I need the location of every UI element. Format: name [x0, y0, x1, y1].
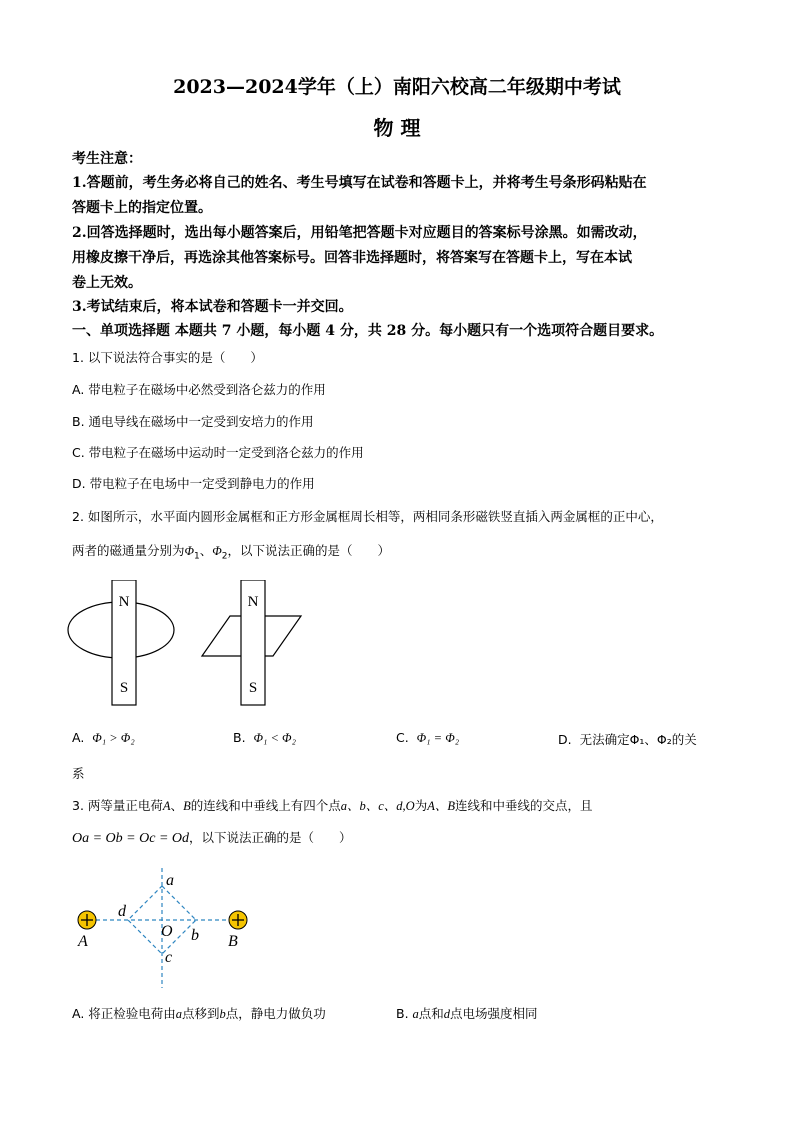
- subject-title: 物 理: [373, 116, 421, 140]
- q2-stem-line-1: 2. 如图所示，水平面内圆形金属框和正方形金属框周长相等，两相同条形磁铁竖直插入两金属框的正中心，: [72, 509, 663, 524]
- q2-option-a: A. Φ₁ > Φ₂: [72, 730, 135, 745]
- q3-option-a: A. 将正检验电荷由a点移到b点，静电力做负功: [72, 1006, 326, 1021]
- q3-stem-line-1: 3. 两等量正电荷A、B的连线和中垂线上有四个点a、b、c、d,O为A、B连线和中垂线的交点，且: [72, 798, 593, 813]
- notice-line-2b: 用橡皮擦干净后，再选涂其他答案标号。回答非选择题时，将答案写在答题卡上，写在本试: [72, 250, 632, 266]
- notice-line-2: 2.回答选择题时，选出每小题答案后，用铅笔把答题卡对应题目的答案标号涂黑。如需改动，: [72, 225, 647, 241]
- pole-s-left: S: [119, 680, 129, 696]
- label-charge-a: A: [78, 933, 88, 950]
- charge-b: [229, 911, 247, 929]
- label-d: d: [118, 903, 126, 920]
- charge-a: [78, 911, 96, 929]
- q1-option-a: A. 带电粒子在磁场中必然受到洛仑兹力的作用: [72, 382, 326, 397]
- notice-line-2c: 卷上无效。: [72, 275, 142, 291]
- notice-line-3: 3.考试结束后，将本试卷和答题卡一并交回。: [72, 299, 353, 315]
- label-o: O: [161, 923, 173, 940]
- q2-option-c: C. Φ₁ = Φ₂: [396, 730, 460, 745]
- pole-n-right: N: [247, 594, 259, 610]
- q2-option-d: D. 无法确定Φ₁、Φ₂的关: [558, 732, 697, 747]
- q1-stem: 1. 以下说法符合事实的是（ ）: [72, 350, 263, 365]
- label-charge-b: B: [228, 933, 238, 950]
- q1-option-c: C. 带电粒子在磁场中运动时一定受到洛仑兹力的作用: [72, 445, 364, 460]
- label-c: c: [165, 949, 173, 966]
- q3-option-b: B. a点和d点电场强度相同: [396, 1006, 538, 1021]
- q2-option-d-wrap: 系: [72, 766, 85, 781]
- pole-n-left: N: [118, 594, 130, 610]
- section-heading: 一、单项选择题 本题共 7 小题，每小题 4 分，共 28 分。每小题只有一个选项符合题目要求。: [72, 323, 664, 339]
- q2-figure: [60, 580, 320, 710]
- q1-option-d: D. 带电粒子在电场中一定受到静电力的作用: [72, 476, 315, 491]
- label-a: a: [166, 872, 174, 889]
- label-b: b: [191, 927, 199, 944]
- exam-title: 2023—2024学年（上）南阳六校高二年级期中考试: [173, 76, 621, 98]
- q2-option-b: B. Φ₁ < Φ₂: [233, 730, 296, 745]
- pole-s-right: S: [248, 680, 258, 696]
- q1-option-b: B. 通电导线在磁场中一定受到安培力的作用: [72, 414, 314, 429]
- notice-heading: 考生注意：: [72, 151, 142, 167]
- q3-stem-line-2: Oa = Ob = Oc = Od，以下说法正确的是（ ）: [72, 830, 352, 846]
- notice-line-1b: 答题卡上的指定位置。: [72, 200, 212, 216]
- q2-stem-line-2: 两者的磁通量分别为$\Phi_1$、$\Phi_2$，以下说法正确的是（ ）: [72, 543, 391, 562]
- notice-line-1: 1.答题前，考生务必将自己的姓名、考生号填写在试卷和答题卡上，并将考生号条形码粘贴在: [72, 175, 647, 191]
- q3-figure: [70, 862, 260, 992]
